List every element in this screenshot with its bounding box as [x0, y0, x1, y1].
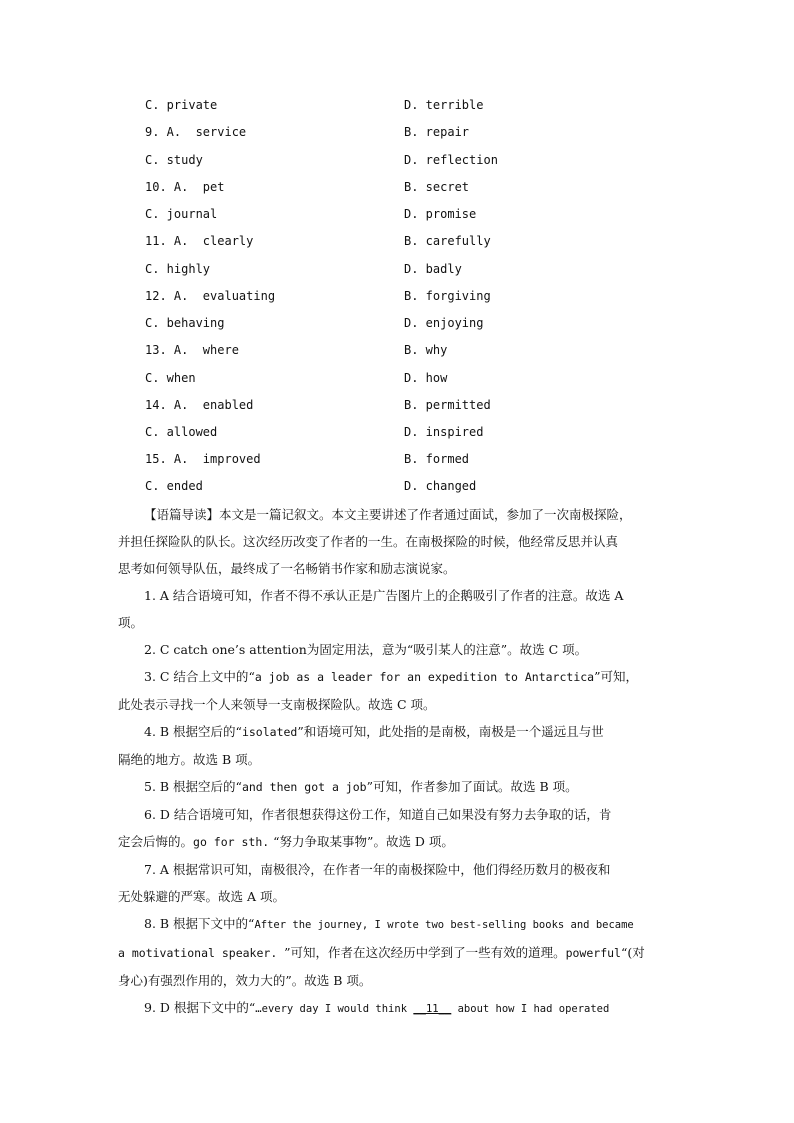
answer-text: 5. B 根据空后的“: [144, 779, 242, 794]
option-row: [145, 205, 685, 223]
option-right: D. changed: [404, 479, 477, 493]
option-right: B. repair: [404, 125, 470, 139]
option-left: C. ended: [145, 479, 203, 493]
answer-1-line: 1. A 结合语境可知，作者不得不承认正是广告图片上的企鹅吸引了作者的注意。故选 A: [144, 588, 624, 603]
guide-line: 【语篇导读】本文是一篇记叙文。本文主要讲述了作者通过面试，参加了一次南极探险，: [144, 507, 632, 522]
answer-4-line: [118, 718, 678, 746]
answer-text: 4. B 根据空后的“: [144, 724, 242, 739]
option-right: D. reflection: [404, 153, 498, 167]
option-left: 14. A. enabled: [145, 398, 254, 412]
option-row: [145, 260, 685, 278]
quoted-english: powerful: [565, 946, 621, 960]
option-right: D. inspired: [404, 425, 484, 439]
answer-text: 3. C 结合上文中的“: [144, 669, 255, 684]
option-right: B. forgiving: [404, 289, 491, 303]
option-row: [145, 232, 685, 250]
answer-8-line: [118, 939, 678, 967]
option-row: [145, 314, 685, 332]
option-left: C. behaving: [145, 316, 225, 330]
answer-text: ”可知，: [594, 669, 638, 684]
answer-9-line: [118, 994, 678, 1023]
option-left: 15. A. improved: [145, 452, 261, 466]
option-right: D. badly: [404, 262, 462, 276]
answer-text: “努力争取某事物”。故选 D 项。: [269, 834, 454, 849]
option-left: 13. A. where: [145, 343, 239, 357]
option-right: D. how: [404, 371, 448, 385]
answer-4-line: 隔绝的地方。故选 B 项。: [118, 752, 261, 767]
option-right: B. carefully: [404, 234, 491, 248]
option-right: D. promise: [404, 207, 477, 221]
guide-line: 思考如何领导队伍，最终成了一名畅销书作家和励志演说家。: [118, 561, 456, 576]
option-row: [145, 96, 685, 114]
option-right: B. formed: [404, 452, 470, 466]
option-row: [145, 450, 685, 468]
answer-text: 8. B 根据下文中的“: [144, 916, 255, 931]
option-left: C. allowed: [145, 425, 218, 439]
quoted-english: and then got a job: [241, 780, 367, 794]
blank-11: __11__: [413, 1003, 452, 1015]
answer-explanations: [118, 582, 678, 1023]
option-row: [145, 287, 685, 305]
answer-7-line: 7. A 根据常识可知，南极很冷，在作者一年的南极探险中，他们得经历数月的极夜和: [144, 862, 611, 877]
quoted-english: go for sth.: [193, 835, 270, 849]
option-right: B. why: [404, 343, 448, 357]
answer-6-line: 6. D 结合语境可知，作者很想获得这份工作，知道自己如果没有努力去争取的话，肯: [144, 807, 612, 822]
option-left: C. highly: [145, 262, 211, 276]
option-row: [145, 477, 685, 495]
quoted-english: isolated: [241, 725, 298, 739]
quoted-english: a job as a leader for an expedition to Antarctica: [254, 670, 595, 684]
option-left: 12. A. evaluating: [145, 289, 276, 303]
quoted-english: After the journey, I wrote two best-selling books and became: [254, 919, 634, 931]
answer-1-line: 项。: [118, 615, 144, 630]
option-left: C. when: [145, 371, 196, 385]
answer-text: ”和语境可知，此处指的是南极，南极是一个遥远且与世: [297, 724, 604, 739]
answer-5-line: [118, 773, 678, 801]
reading-guide: [118, 501, 678, 582]
option-row: [145, 123, 685, 141]
option-row: [145, 396, 685, 414]
answer-8-line: [118, 910, 678, 939]
answer-text: “(对: [620, 945, 645, 960]
option-row: [145, 423, 685, 441]
answer-text: ”可知，作者参加了面试。故选 B 项。: [366, 779, 578, 794]
answer-6-line: [118, 828, 678, 856]
option-row: [145, 341, 685, 359]
option-left: 9. A. service: [145, 125, 247, 139]
option-row: [145, 151, 685, 169]
answer-text: 9. D 根据下文中的“: [144, 1000, 256, 1015]
option-left: 11. A. clearly: [145, 234, 254, 248]
option-right: B. secret: [404, 180, 470, 194]
answer-3-line: 此处表示寻找一个人来领导一支南极探险队。故选 C 项。: [118, 697, 436, 712]
answer-3-line: [118, 663, 678, 691]
option-right: B. permitted: [404, 398, 491, 412]
answer-8-line: 身心)有强烈作用的，效力大的”。故选 B 项。: [118, 973, 372, 988]
option-left: C. private: [145, 98, 218, 112]
option-row: [145, 178, 685, 196]
answer-2-line: 2. C catch one’s attention为固定用法，意为“吸引某人的注意”。故选 C 项。: [144, 642, 588, 657]
answer-text: 定会后悔的。: [118, 834, 194, 849]
option-left: 10. A. pet: [145, 180, 225, 194]
quoted-english: about how I had operated: [451, 1003, 610, 1015]
answer-text: ”可知，作者在这次经历中学到了一些有效的道理。: [284, 945, 566, 960]
quoted-english: a motivational speaker.: [118, 946, 285, 960]
guide-line: 并担任探险队的队长。这次经历改变了作者的一生。在南极探险的时候，他经常反思并认真: [118, 534, 619, 549]
option-right: D. enjoying: [404, 316, 484, 330]
option-left: C. journal: [145, 207, 218, 221]
quoted-english: …every day I would think: [255, 1003, 414, 1015]
option-row: [145, 369, 685, 387]
answer-7-line: 无处躲避的严寒。故选 A 项。: [118, 889, 285, 904]
option-right: D. terrible: [404, 98, 484, 112]
option-left: C. study: [145, 153, 203, 167]
